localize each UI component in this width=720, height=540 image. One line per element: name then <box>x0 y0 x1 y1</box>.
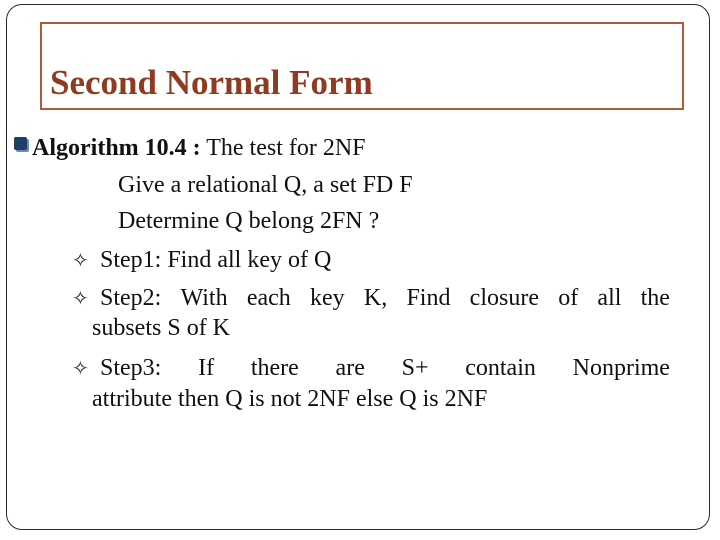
slide-title: Second Normal Form <box>50 63 373 102</box>
step-3-word: contain <box>465 355 536 381</box>
algorithm-line-2: Determine Q belong 2FN ? <box>118 208 380 234</box>
step-1-line: Step1: Find all key of Q <box>100 247 332 273</box>
algorithm-line-1: Give a relational Q, a set FD F <box>118 172 413 198</box>
step-2-word: Step2: <box>100 285 162 311</box>
step-3-line-2: attribute then Q is not 2NF else Q is 2NF <box>92 386 488 412</box>
step-2-word: closure <box>469 285 539 311</box>
step-2-word: the <box>640 285 670 311</box>
step-2-word: With <box>180 285 228 311</box>
step-2-word: K, <box>363 285 388 311</box>
four-point-star-icon: ✧ <box>72 248 89 272</box>
step-3-word: Step3: <box>100 355 162 381</box>
algorithm-heading-rest: The test for 2NF <box>200 135 366 161</box>
algorithm-heading-bold: Algorithm 10.4 : <box>32 135 201 161</box>
step-3-word: Nonprime <box>572 355 670 381</box>
step-2-word: each <box>246 285 291 311</box>
step-3-word: S+ <box>401 355 429 381</box>
step-3-word: are <box>335 355 365 381</box>
step-2-line-2: subsets S of K <box>92 315 231 341</box>
step-3-word: If <box>198 355 215 381</box>
step-2-word: Find <box>406 285 451 311</box>
q-square-bullet-icon <box>14 137 27 150</box>
step-2-word: of <box>558 285 579 311</box>
step-2-line-1 <box>100 284 670 312</box>
step-2-word: key <box>310 285 345 311</box>
step-3-line-1 <box>100 354 670 382</box>
step-2-word: all <box>597 285 622 311</box>
algorithm-heading <box>32 134 366 162</box>
step-3-word: there <box>250 355 299 381</box>
four-point-star-icon: ✧ <box>72 356 89 380</box>
four-point-star-icon: ✧ <box>72 286 89 310</box>
